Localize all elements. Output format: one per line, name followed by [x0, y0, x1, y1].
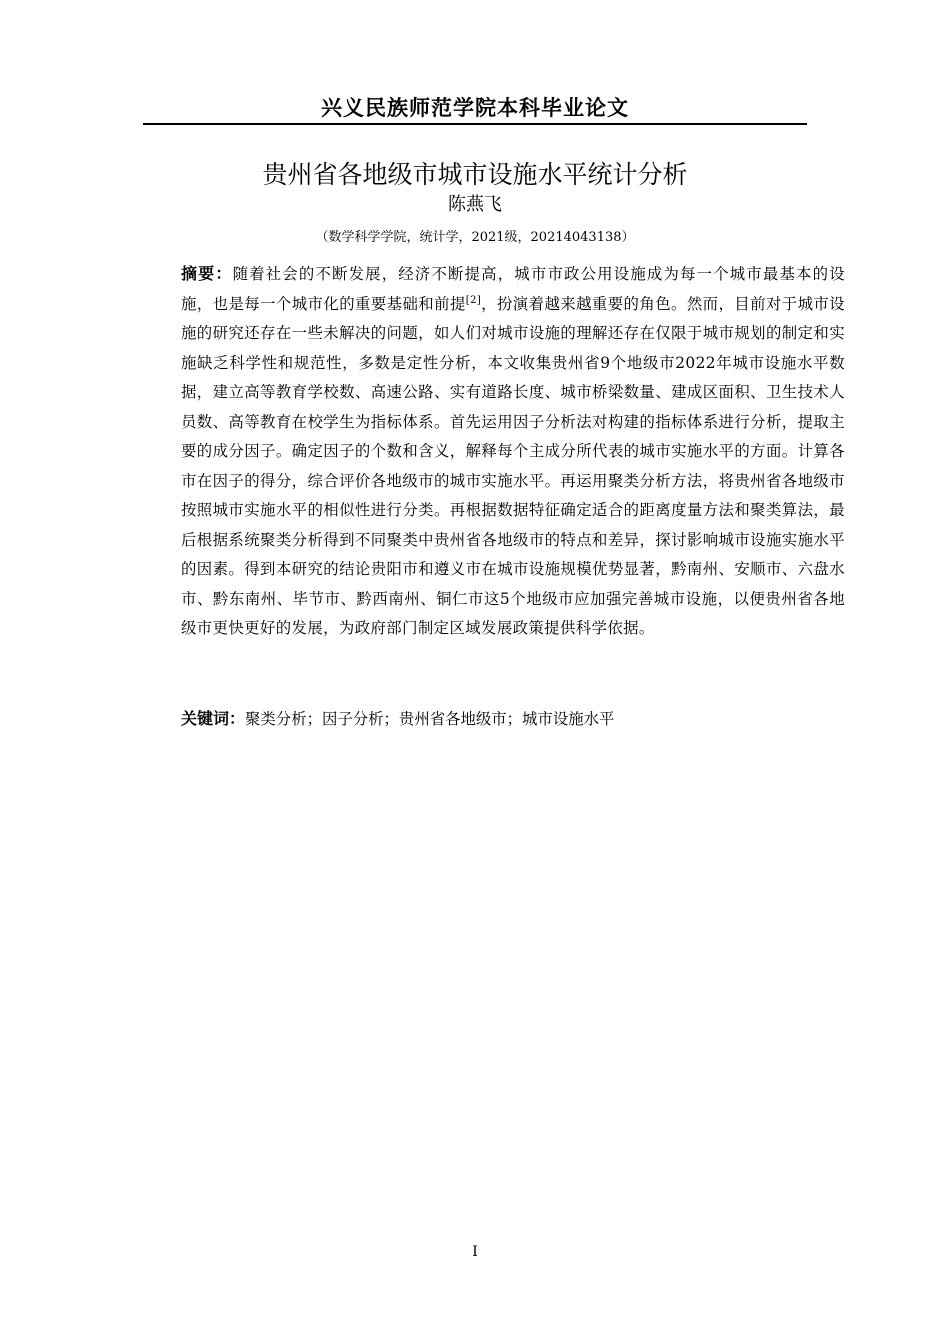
abstract-text-part1: 随着社会的不断发展，经济不断提高，城市市政公用设施成为每一个城市最基本的设施，也是每一个城市化的重要基础和前提 [181, 265, 845, 313]
author-affiliation: （数学科学学院，统计学，2021级，20214043138） [315, 230, 635, 245]
keywords [143, 705, 845, 733]
abstract-label: 摘要： [181, 264, 233, 283]
header-divider [143, 123, 807, 125]
abstract-text-part2: ，扮演着越来越重要的角色。然而，目前对于城市设施的研究还存在一些未解决的问题，如人们对城市设施的理解还存在仅限于城市规划的制定和实施缺乏科学性和规范性，多数是定性分析，本文收集贵州省9个地级市2022年城市设施水平数据，建立高等教育学校数、高速公路、实有道路长度、城市桥梁数量、建成区面积、卫生技术人员数、高等教育在校学生为指标体系。首先运用因子分析法对构建的指标体系进行分析，提取主要的成分因子。确定因子的个数和含义，解释每个主成分所代表的城市实施水平的方面。计算各市在因子的得分，综合评价各地级市的城市实施水平。再运用聚类分析方法，将贵州省各地级市按照城市实施水平的相似性进行分类。再根据数据特征确定适合的距离度量方法和聚类算法，最后根据系统聚类分析得到不同聚类中贵州省各地级市的特点和差异，探讨影响城市设施实施水平的因素。得到本研究的结论贵阳市和遵义市在城市设施规模优势显著，黔南州、安顺市、六盘水市、黔东南州、毕节市、黔西南州、铜仁市这5个地级市应加强完善城市设施，以便贵州省各地级市更快更好的发展，为政府部门制定区域发展政策提供科学依据。 [181, 294, 846, 637]
keywords-label: 关键词： [181, 709, 246, 728]
running-header: 兴义民族师范学院本科毕业论文 [321, 96, 629, 120]
keywords-text: 聚类分析；因子分析；贵州省各地级市；城市设施水平 [245, 710, 615, 728]
citation-ref: [2] [465, 294, 482, 306]
abstract [143, 259, 845, 644]
paper-title: 贵州省各地级市城市设施水平统计分析 [262, 160, 688, 189]
page-number: I [472, 1244, 478, 1260]
author-name: 陈燕飞 [448, 194, 502, 215]
